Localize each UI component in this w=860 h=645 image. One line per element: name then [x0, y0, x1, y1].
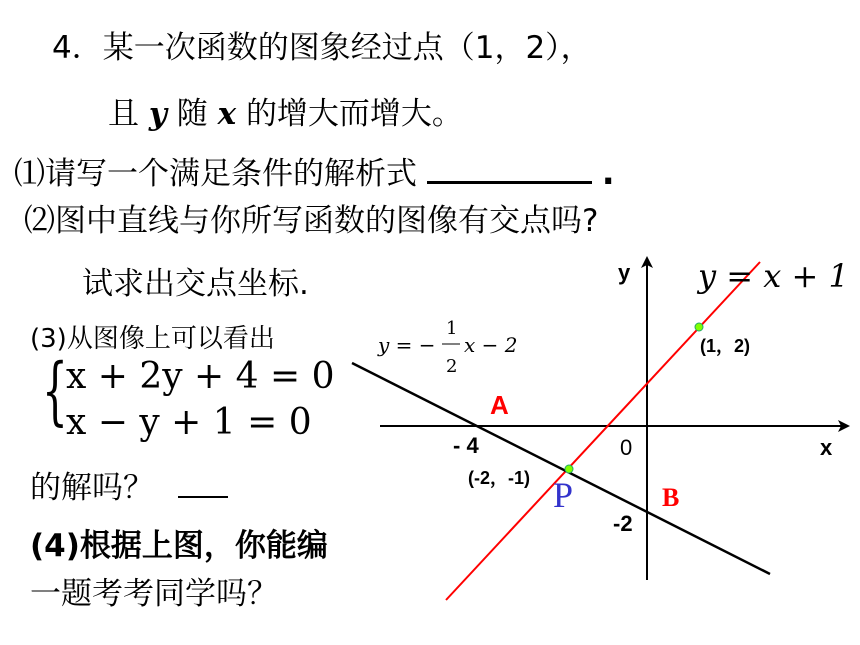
- black-eq-frac-num: 1: [446, 318, 458, 339]
- question-1-period: .: [601, 153, 615, 193]
- point-a-label: A: [490, 390, 509, 420]
- question-4b-text: 一题考考同学吗？: [30, 576, 278, 612]
- black-eq-frac-den: 2: [446, 356, 458, 377]
- question-3-end-text: 的解吗？: [30, 470, 154, 506]
- black-eq-right: x − 2: [464, 333, 518, 357]
- y-intercept-label: -2: [613, 511, 633, 536]
- equation-1: x + 2y + 4 = 0: [66, 356, 335, 397]
- question-3-text: (3)从图像上可以看出: [30, 324, 275, 354]
- point-p: [565, 465, 573, 473]
- black-line-equation: [377, 318, 517, 377]
- x-intercept-label: - 4: [453, 433, 479, 458]
- point-1-2-label: (1，2): [700, 336, 751, 356]
- x-axis-label: x: [820, 435, 833, 460]
- equation-2: x − y + 1 = 0: [66, 402, 312, 443]
- y-axis-label: y: [618, 260, 631, 285]
- red-line: [446, 262, 760, 600]
- point-b-label: B: [662, 483, 680, 512]
- question-2-text: ⑵图中直线与你所写函数的图像有交点吗?: [24, 203, 599, 239]
- text-prefix: 且: [108, 96, 139, 132]
- black-eq-left: y = −: [378, 333, 436, 357]
- question-4a-text: (4)根据上图，你能编: [30, 528, 328, 564]
- question-1-text: ⑴请写一个满足条件的解析式: [14, 156, 417, 192]
- question-2b-text: 试求出交点坐标.: [82, 266, 309, 302]
- point-m2-m1-label: (-2，-1): [468, 468, 530, 488]
- text-suffix: 的增大而增大。: [245, 96, 463, 132]
- black-line: [352, 363, 770, 574]
- brace-icon: {: [42, 348, 68, 434]
- var-y: y: [148, 96, 167, 132]
- text-mid: 随: [176, 96, 208, 132]
- var-x: x: [217, 96, 237, 132]
- point-p-label: P: [553, 475, 574, 515]
- red-line-equation: y = x + 1: [698, 257, 849, 295]
- point-1-2: [695, 323, 703, 331]
- problem-statement-1: 4．某一次函数的图象经过点（1，2），: [52, 30, 592, 66]
- origin-label: 0: [620, 435, 633, 460]
